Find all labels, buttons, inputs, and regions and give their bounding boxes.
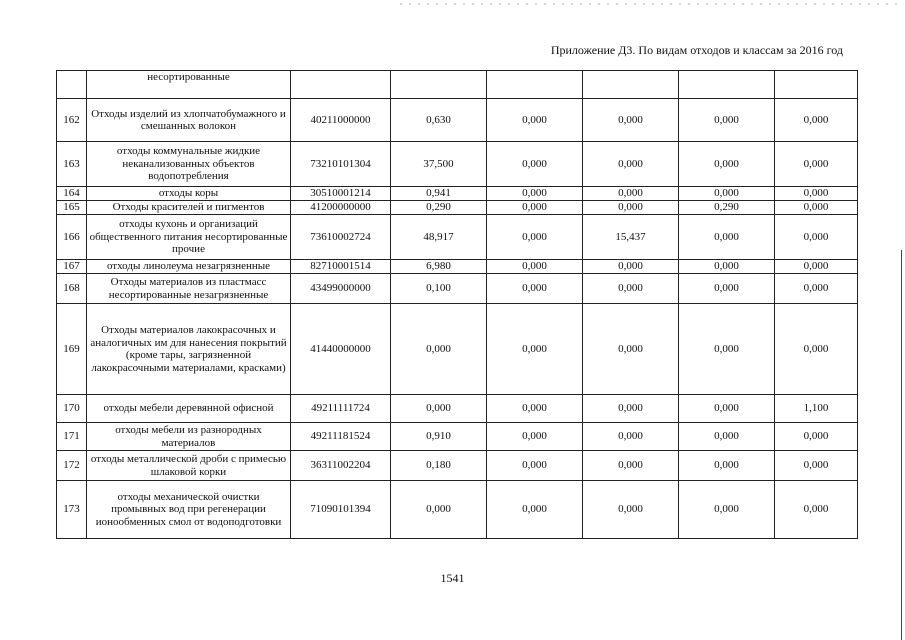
waste-name-cell: отходы механической очистки промывных вод при регенерации ионообменных смол от водоподготовки — [87, 481, 291, 539]
table-row — [57, 395, 858, 423]
value-cell: 0,000 — [391, 481, 487, 539]
code-cell: 41200000000 — [291, 201, 391, 215]
waste-name-cell: отходы коры — [87, 187, 291, 201]
value-cell: 0,000 — [775, 99, 858, 142]
value-cell: 0,000 — [487, 99, 583, 142]
value-cell: 0,000 — [487, 142, 583, 187]
value-cell: 0,000 — [775, 201, 858, 215]
value-cell: 0,290 — [391, 201, 487, 215]
waste-name-cell: Отходы материалов из пластмасс несортированные незагрязненные — [87, 274, 291, 304]
table-row — [57, 304, 858, 395]
code-cell: 49211181524 — [291, 423, 391, 451]
value-cell: 0,630 — [391, 99, 487, 142]
value-cell: 0,000 — [775, 274, 858, 304]
value-cell: 0,000 — [487, 481, 583, 539]
code-cell: 73610002724 — [291, 215, 391, 260]
page-title: Приложение Д3. По видам отходов и классам за 2016 год — [550, 43, 843, 57]
value-cell: 0,000 — [775, 451, 858, 481]
value-cell: 0,000 — [679, 215, 775, 260]
value-cell: 0,000 — [679, 304, 775, 395]
value-cell: 0,000 — [583, 481, 679, 539]
value-cell: 0,000 — [583, 99, 679, 142]
value-cell: 0,000 — [583, 260, 679, 274]
row-number-cell: 163 — [57, 142, 87, 187]
value-cell: 0,000 — [775, 481, 858, 539]
table-row — [57, 423, 858, 451]
table-row — [57, 142, 858, 187]
table-row — [57, 215, 858, 260]
value-cell: 0,000 — [583, 395, 679, 423]
table-row — [57, 481, 858, 539]
value-cell: 0,000 — [679, 142, 775, 187]
value-cell — [391, 71, 487, 99]
row-number-cell: 171 — [57, 423, 87, 451]
waste-name-cell: отходы кухонь и организаций общественного питания несортированные прочие — [87, 215, 291, 260]
value-cell: 0,000 — [679, 481, 775, 539]
value-cell: 0,000 — [775, 142, 858, 187]
value-cell: 0,290 — [679, 201, 775, 215]
waste-name-cell: отходы мебели из разнородных материалов — [87, 423, 291, 451]
value-cell: 0,000 — [679, 99, 775, 142]
table-row — [57, 201, 858, 215]
code-cell: 82710001514 — [291, 260, 391, 274]
waste-name-cell: несортированные — [87, 71, 291, 99]
value-cell: 0,000 — [583, 451, 679, 481]
value-cell: 0,100 — [391, 274, 487, 304]
value-cell: 0,000 — [775, 423, 858, 451]
value-cell: 0,000 — [679, 395, 775, 423]
page-number: 1541 — [440, 571, 465, 585]
row-number-cell: 162 — [57, 99, 87, 142]
code-cell: 73210101304 — [291, 142, 391, 187]
code-cell — [291, 71, 391, 99]
value-cell: 0,000 — [679, 451, 775, 481]
value-cell: 0,000 — [775, 260, 858, 274]
scan-noise-mark — [400, 3, 900, 5]
table-row — [57, 451, 858, 481]
value-cell: 37,500 — [391, 142, 487, 187]
code-cell: 30510001214 — [291, 187, 391, 201]
value-cell: 0,000 — [679, 187, 775, 201]
value-cell: 0,000 — [583, 423, 679, 451]
value-cell: 0,000 — [487, 304, 583, 395]
waste-name-cell: отходы коммунальные жидкие неканализованных объектов водопотребления — [87, 142, 291, 187]
value-cell: 0,910 — [391, 423, 487, 451]
row-number-cell: 173 — [57, 481, 87, 539]
value-cell: 0,000 — [391, 395, 487, 423]
value-cell: 0,000 — [679, 260, 775, 274]
value-cell: 0,000 — [487, 451, 583, 481]
table-row-continued — [57, 71, 858, 99]
value-cell: 15,437 — [583, 215, 679, 260]
row-number-cell: 164 — [57, 187, 87, 201]
table-body — [57, 71, 858, 539]
value-cell: 0,000 — [775, 215, 858, 260]
value-cell: 0,000 — [487, 260, 583, 274]
waste-name-cell: отходы линолеума незагрязненные — [87, 260, 291, 274]
table-row — [57, 99, 858, 142]
value-cell: 0,000 — [775, 304, 858, 395]
row-number-cell: 169 — [57, 304, 87, 395]
row-number-cell: 166 — [57, 215, 87, 260]
waste-name-cell: Отходы изделий из хлопчатобумажного и смешанных волокон — [87, 99, 291, 142]
value-cell: 0,000 — [775, 187, 858, 201]
value-cell: 0,000 — [391, 304, 487, 395]
table-row — [57, 260, 858, 274]
table-row — [57, 187, 858, 201]
code-cell: 43499000000 — [291, 274, 391, 304]
code-cell: 41440000000 — [291, 304, 391, 395]
value-cell: 0,000 — [487, 274, 583, 304]
value-cell: 0,000 — [487, 395, 583, 423]
value-cell: 0,000 — [487, 423, 583, 451]
value-cell: 0,000 — [583, 201, 679, 215]
row-number-cell: 165 — [57, 201, 87, 215]
row-number-cell: 167 — [57, 260, 87, 274]
value-cell: 0,000 — [583, 187, 679, 201]
row-number-cell: 170 — [57, 395, 87, 423]
row-number-cell: 168 — [57, 274, 87, 304]
waste-name-cell: Отходы красителей и пигментов — [87, 201, 291, 215]
waste-name-cell: отходы мебели деревянной офисной — [87, 395, 291, 423]
code-cell: 71090101394 — [291, 481, 391, 539]
row-number-cell — [57, 71, 87, 99]
value-cell: 0,000 — [583, 274, 679, 304]
value-cell: 6,980 — [391, 260, 487, 274]
value-cell — [583, 71, 679, 99]
value-cell: 0,000 — [583, 142, 679, 187]
row-number-cell: 172 — [57, 451, 87, 481]
code-cell: 36311002204 — [291, 451, 391, 481]
table-row — [57, 274, 858, 304]
value-cell: 0,000 — [679, 423, 775, 451]
value-cell — [679, 71, 775, 99]
value-cell — [775, 71, 858, 99]
value-cell: 0,000 — [679, 274, 775, 304]
waste-name-cell: отходы металлической дроби с примесью шлаковой корки — [87, 451, 291, 481]
value-cell: 0,000 — [487, 201, 583, 215]
value-cell: 48,917 — [391, 215, 487, 260]
value-cell: 0,180 — [391, 451, 487, 481]
value-cell — [487, 71, 583, 99]
value-cell: 0,000 — [583, 304, 679, 395]
value-cell: 0,941 — [391, 187, 487, 201]
waste-name-cell: Отходы материалов лакокрасочных и аналогичных им для нанесения покрытий (кроме тары, загрязненной лакокрасочными материалами, красками) — [87, 304, 291, 395]
value-cell: 1,100 — [775, 395, 858, 423]
code-cell: 40211000000 — [291, 99, 391, 142]
code-cell: 49211111724 — [291, 395, 391, 423]
value-cell: 0,000 — [487, 215, 583, 260]
waste-table — [56, 70, 858, 539]
value-cell: 0,000 — [487, 187, 583, 201]
